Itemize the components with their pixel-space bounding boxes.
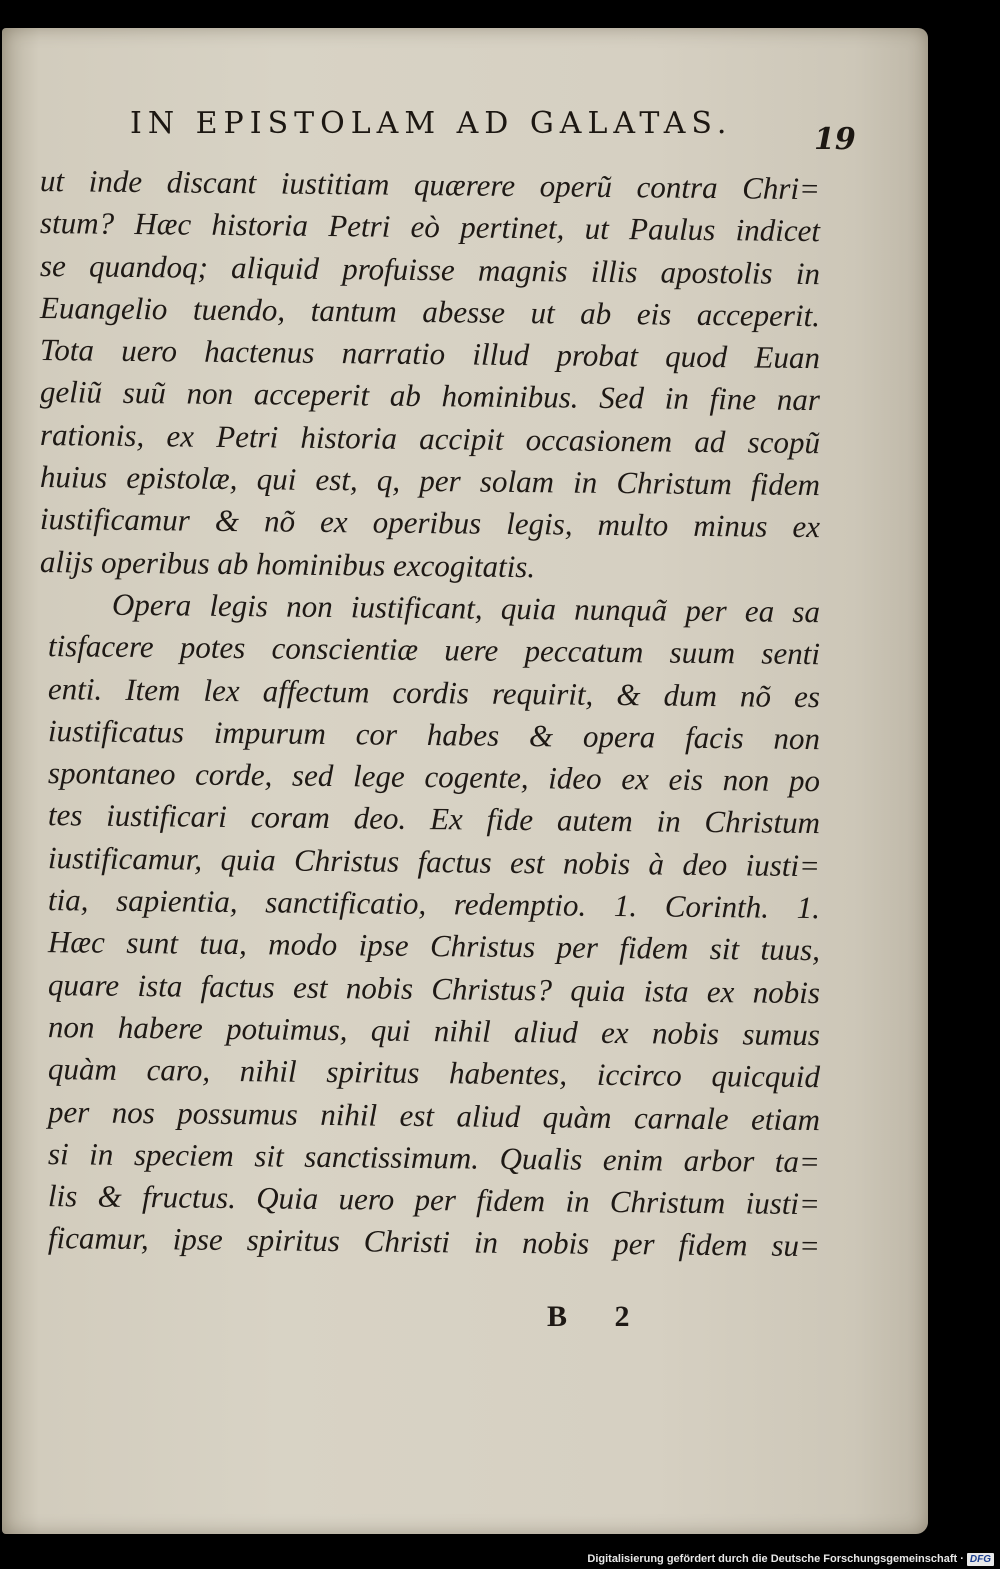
dfg-logo-icon: DFG	[967, 1553, 994, 1566]
digitization-credit	[587, 1551, 994, 1567]
text-line: quare ista factus est nobis Christus? quia ista ex nobis	[47, 966, 821, 1010]
text-line: Euangelio tuendo, tantum abesse ut ab eis acceperit.	[39, 289, 821, 334]
text-line: tes iustificari coram deo. Ex fide autem in Christum	[47, 797, 821, 841]
text-line: rationis, ex Petri historia accipit occasionem ad scopũ	[39, 416, 821, 460]
text-line: iustificamur, quia Christus factus est nobis à deo iusti=	[47, 839, 821, 883]
text-line: Hæc sunt tua, modo ipse Christus per fidem sit tuus,	[47, 924, 821, 968]
text-line: enti. Item lex affectum cordis requirit, & dum nõ es	[47, 670, 821, 714]
text-line: huius epistolæ, qui est, q, per solam in Christum fidem	[39, 459, 821, 503]
page-header	[0, 100, 1000, 157]
text-line: alijs operibus ab hominibus excogitatis.	[39, 543, 536, 584]
credit-text: Digitalisierung gefördert durch die Deutsche Forschungsgemeinschaft ·	[587, 1553, 964, 1565]
text-line: se quandoq; aliquid profuisse magnis illis apostolis in	[39, 247, 821, 291]
text-line: tisfacere potes conscientiæ uere peccatum suum senti	[47, 628, 821, 672]
text-line: spontaneo corde, sed lege cogente, ideo ex eis non po	[47, 755, 821, 799]
text-line: Tota uero hactenus narratio illud probat quod Euan	[39, 332, 821, 376]
text-line: per nos possumus nihil est aliud quàm carnale etiam	[47, 1093, 821, 1137]
text-line: tia, sapientia, sanctificatio, redemptio. 1. Corinth. 1.	[47, 882, 821, 926]
text-line: si in speciem sit sanctissimum. Qualis enim arbor ta=	[47, 1135, 821, 1179]
text-line: ut inde discant iustitiam quærere operũ contra Chri=	[39, 163, 821, 207]
text-line: geliũ suũ non acceperit ab hominibus. Sed in fine nar	[39, 374, 821, 418]
text-line: iustificatus impurum cor habes & opera facis non	[47, 712, 821, 757]
text-line: Opera legis non iustificant, quia nunquã per ea sa	[111, 586, 821, 630]
signature-mark: B 2	[547, 1300, 650, 1333]
text-line: stum? Hæc historia Petri eò pertinet, ut Paulus indicet	[39, 205, 821, 249]
text-line: lis & fructus. Quia uero per fidem in Christum iusti=	[47, 1178, 821, 1222]
page-number: 19	[814, 122, 856, 157]
text-line: quàm caro, nihil spiritus habentes, iccirco quicquid	[47, 1051, 821, 1095]
running-title: IN EPISTOLAM AD GALATAS.	[130, 106, 733, 141]
text-line: iustificamur & nõ ex operibus legis, multo minus ex	[39, 501, 821, 545]
text-line: ficamur, ipse spiritus Christi in nobis per fidem su=	[47, 1220, 821, 1264]
text-line: non habere potuimus, qui nihil aliud ex nobis sumus	[47, 1009, 821, 1053]
body-text	[39, 160, 821, 1264]
